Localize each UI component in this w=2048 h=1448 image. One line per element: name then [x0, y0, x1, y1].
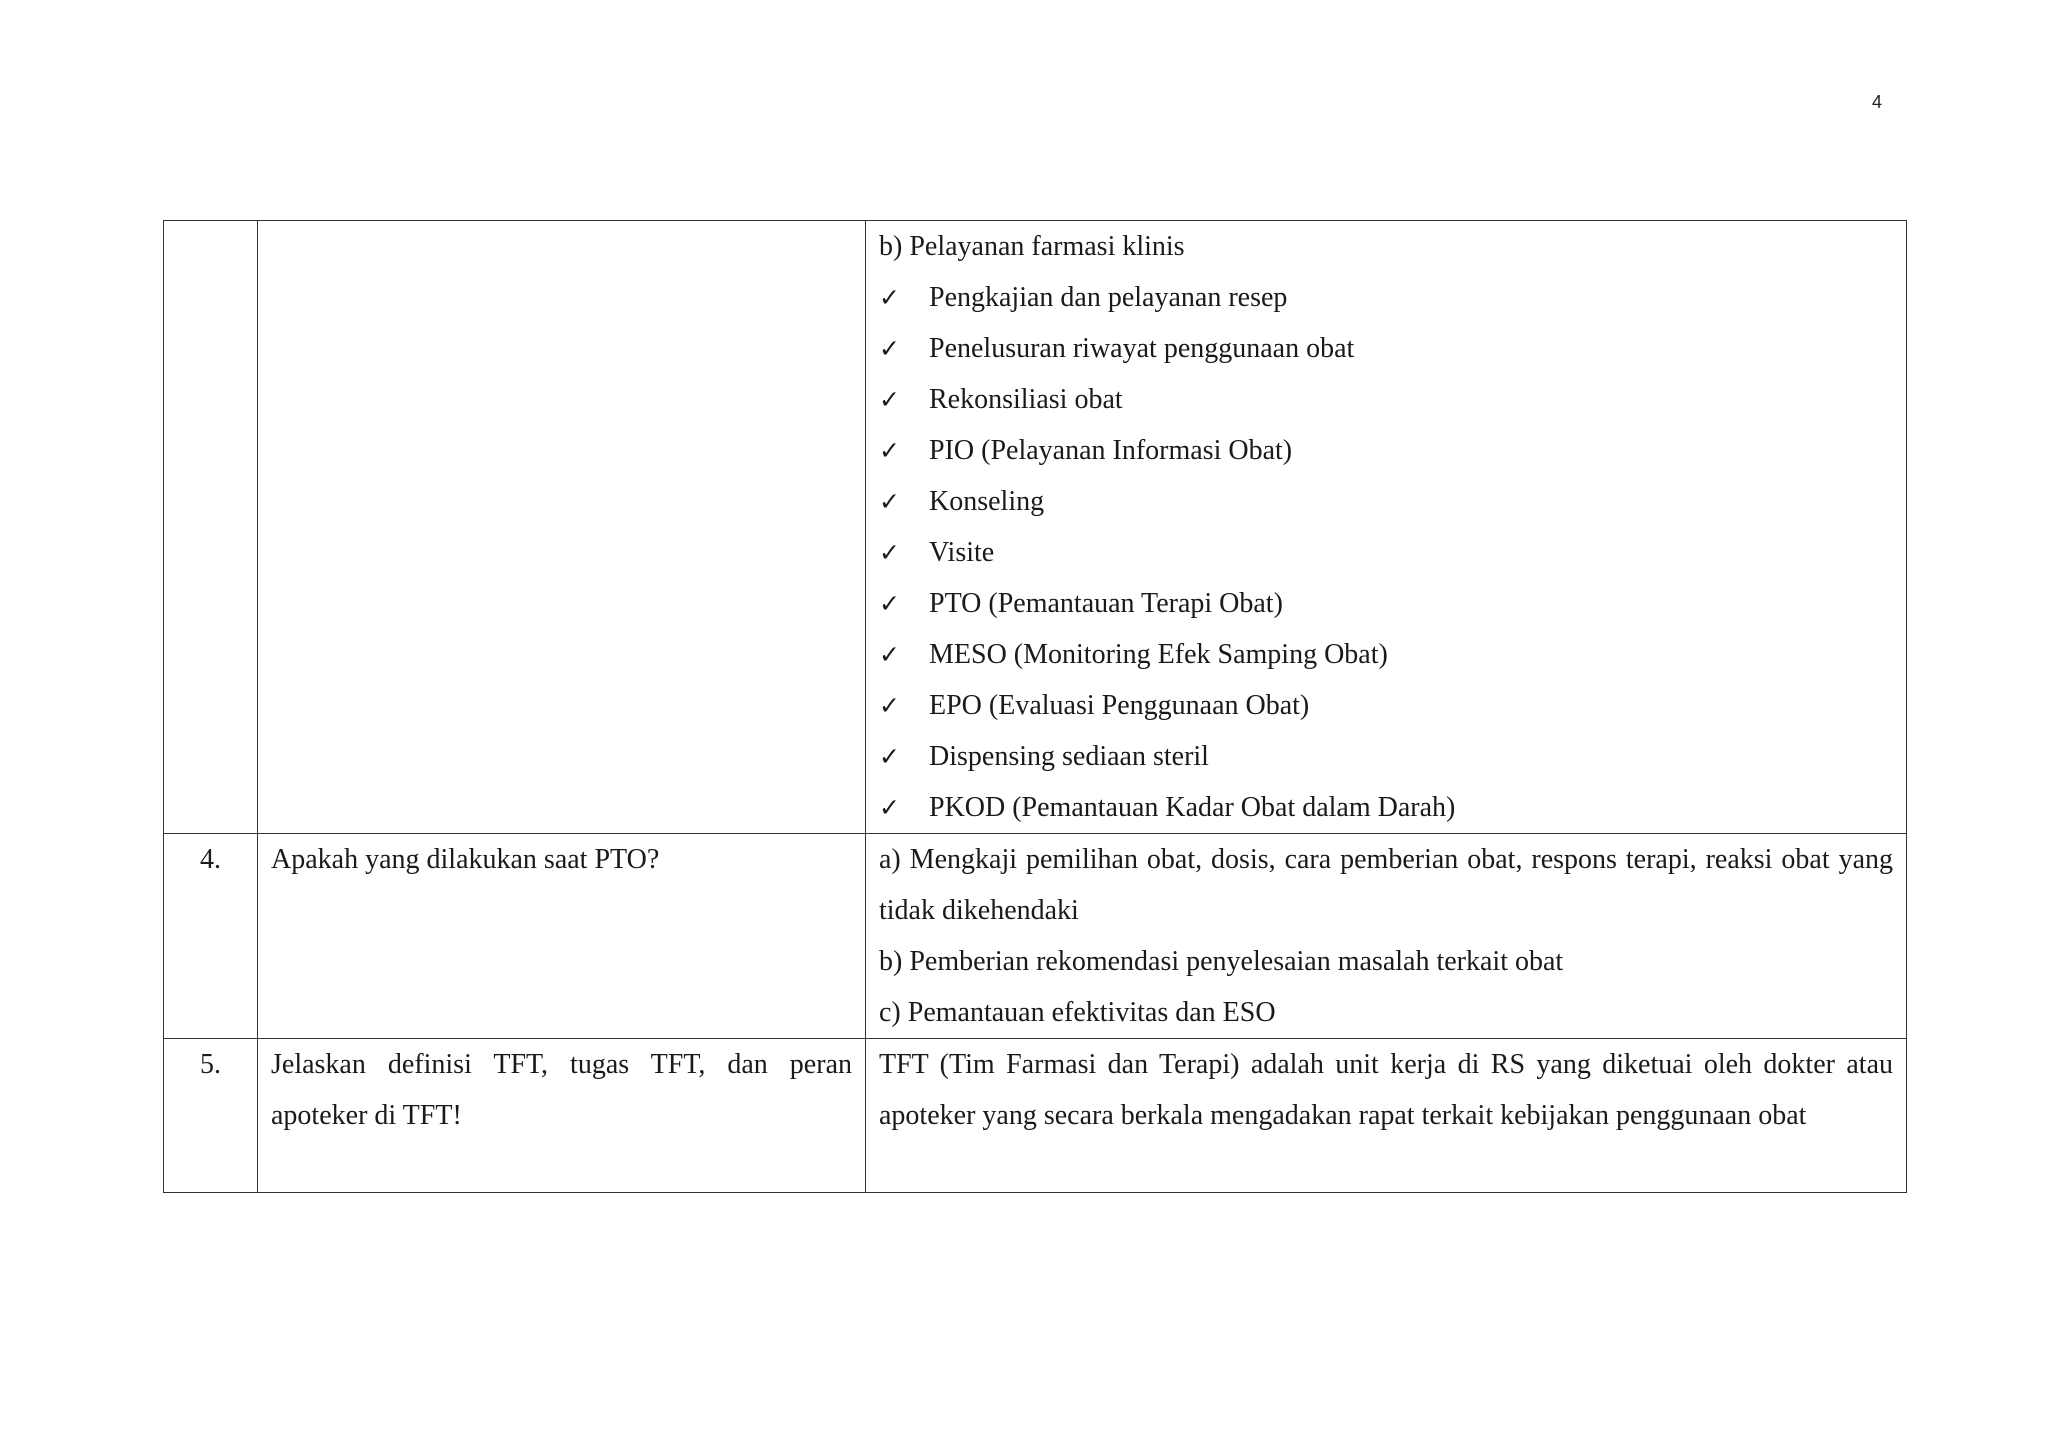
table-row	[164, 1039, 1907, 1193]
check-item-text: Visite	[929, 537, 995, 568]
row-number-cell	[164, 221, 258, 834]
check-icon: ✓	[879, 640, 900, 669]
row-number-cell: 4.	[164, 834, 258, 1039]
check-icon: ✓	[879, 436, 900, 465]
answer-line: b) Pemberian rekomendasi penyelesaian masalah terkait obat	[879, 946, 1564, 977]
check-icon: ✓	[879, 334, 900, 363]
check-icon: ✓	[879, 793, 900, 822]
check-list-item	[879, 578, 1893, 629]
check-item-text: EPO (Evaluasi Penggunaan Obat)	[929, 690, 1310, 721]
check-item-text: PTO (Pemantauan Terapi Obat)	[929, 588, 1283, 619]
check-list-item	[879, 476, 1893, 527]
check-item-text: PIO (Pelayanan Informasi Obat)	[929, 435, 1293, 466]
check-icon: ✓	[879, 487, 900, 516]
answer-line: TFT (Tim Farmasi dan Terapi) adalah unit kerja di RS yang diketuai oleh dokter atau apoteker yang secara berkala mengadakan rapat terkait kebijakan penggunaan obat	[879, 1049, 1893, 1131]
check-icon: ✓	[879, 283, 900, 312]
check-list-item	[879, 629, 1893, 680]
check-item-text: Penelusuran riwayat penggunaan obat	[929, 333, 1355, 364]
check-item-text: MESO (Monitoring Efek Samping Obat)	[929, 639, 1388, 670]
check-item-text: Konseling	[929, 486, 1045, 517]
question-cell: Apakah yang dilakukan saat PTO?	[258, 834, 866, 1039]
answer-line: a) Mengkaji pemilihan obat, dosis, cara pemberian obat, respons terapi, reaksi obat yang tidak dikehendaki	[879, 844, 1893, 926]
answer-line: c) Pemantauan efektivitas dan ESO	[879, 997, 1276, 1028]
check-item-text: PKOD (Pemantauan Kadar Obat dalam Darah)	[929, 792, 1456, 823]
table-row	[164, 834, 1907, 1039]
page-number: 4	[1872, 92, 1883, 112]
check-icon: ✓	[879, 691, 900, 720]
check-icon: ✓	[879, 385, 900, 414]
check-item-text: Pengkajian dan pelayanan resep	[929, 282, 1288, 313]
answer-heading: b) Pelayanan farmasi klinis	[879, 231, 1185, 262]
check-icon: ✓	[879, 538, 900, 567]
question-cell	[258, 221, 866, 834]
check-list-item	[879, 323, 1893, 374]
check-icon: ✓	[879, 589, 900, 618]
check-list-item	[879, 374, 1893, 425]
check-item-text: Rekonsiliasi obat	[929, 384, 1123, 415]
check-list-item	[879, 425, 1893, 476]
check-icon: ✓	[879, 742, 900, 771]
check-item-text: Dispensing sediaan steril	[929, 741, 1209, 772]
table-row	[164, 221, 1907, 834]
check-list-item	[879, 272, 1893, 323]
answer-cell	[866, 221, 1907, 834]
check-list-item	[879, 527, 1893, 578]
question-cell: Jelaskan definisi TFT, tugas TFT, dan peran apoteker di TFT!	[258, 1039, 866, 1193]
check-list-item	[879, 680, 1893, 731]
check-list-item	[879, 782, 1893, 833]
qa-table	[163, 220, 1907, 1193]
check-list-item	[879, 731, 1893, 782]
answer-cell	[866, 834, 1907, 1039]
check-list	[879, 272, 1893, 833]
row-number-cell: 5.	[164, 1039, 258, 1193]
answer-cell	[866, 1039, 1907, 1193]
